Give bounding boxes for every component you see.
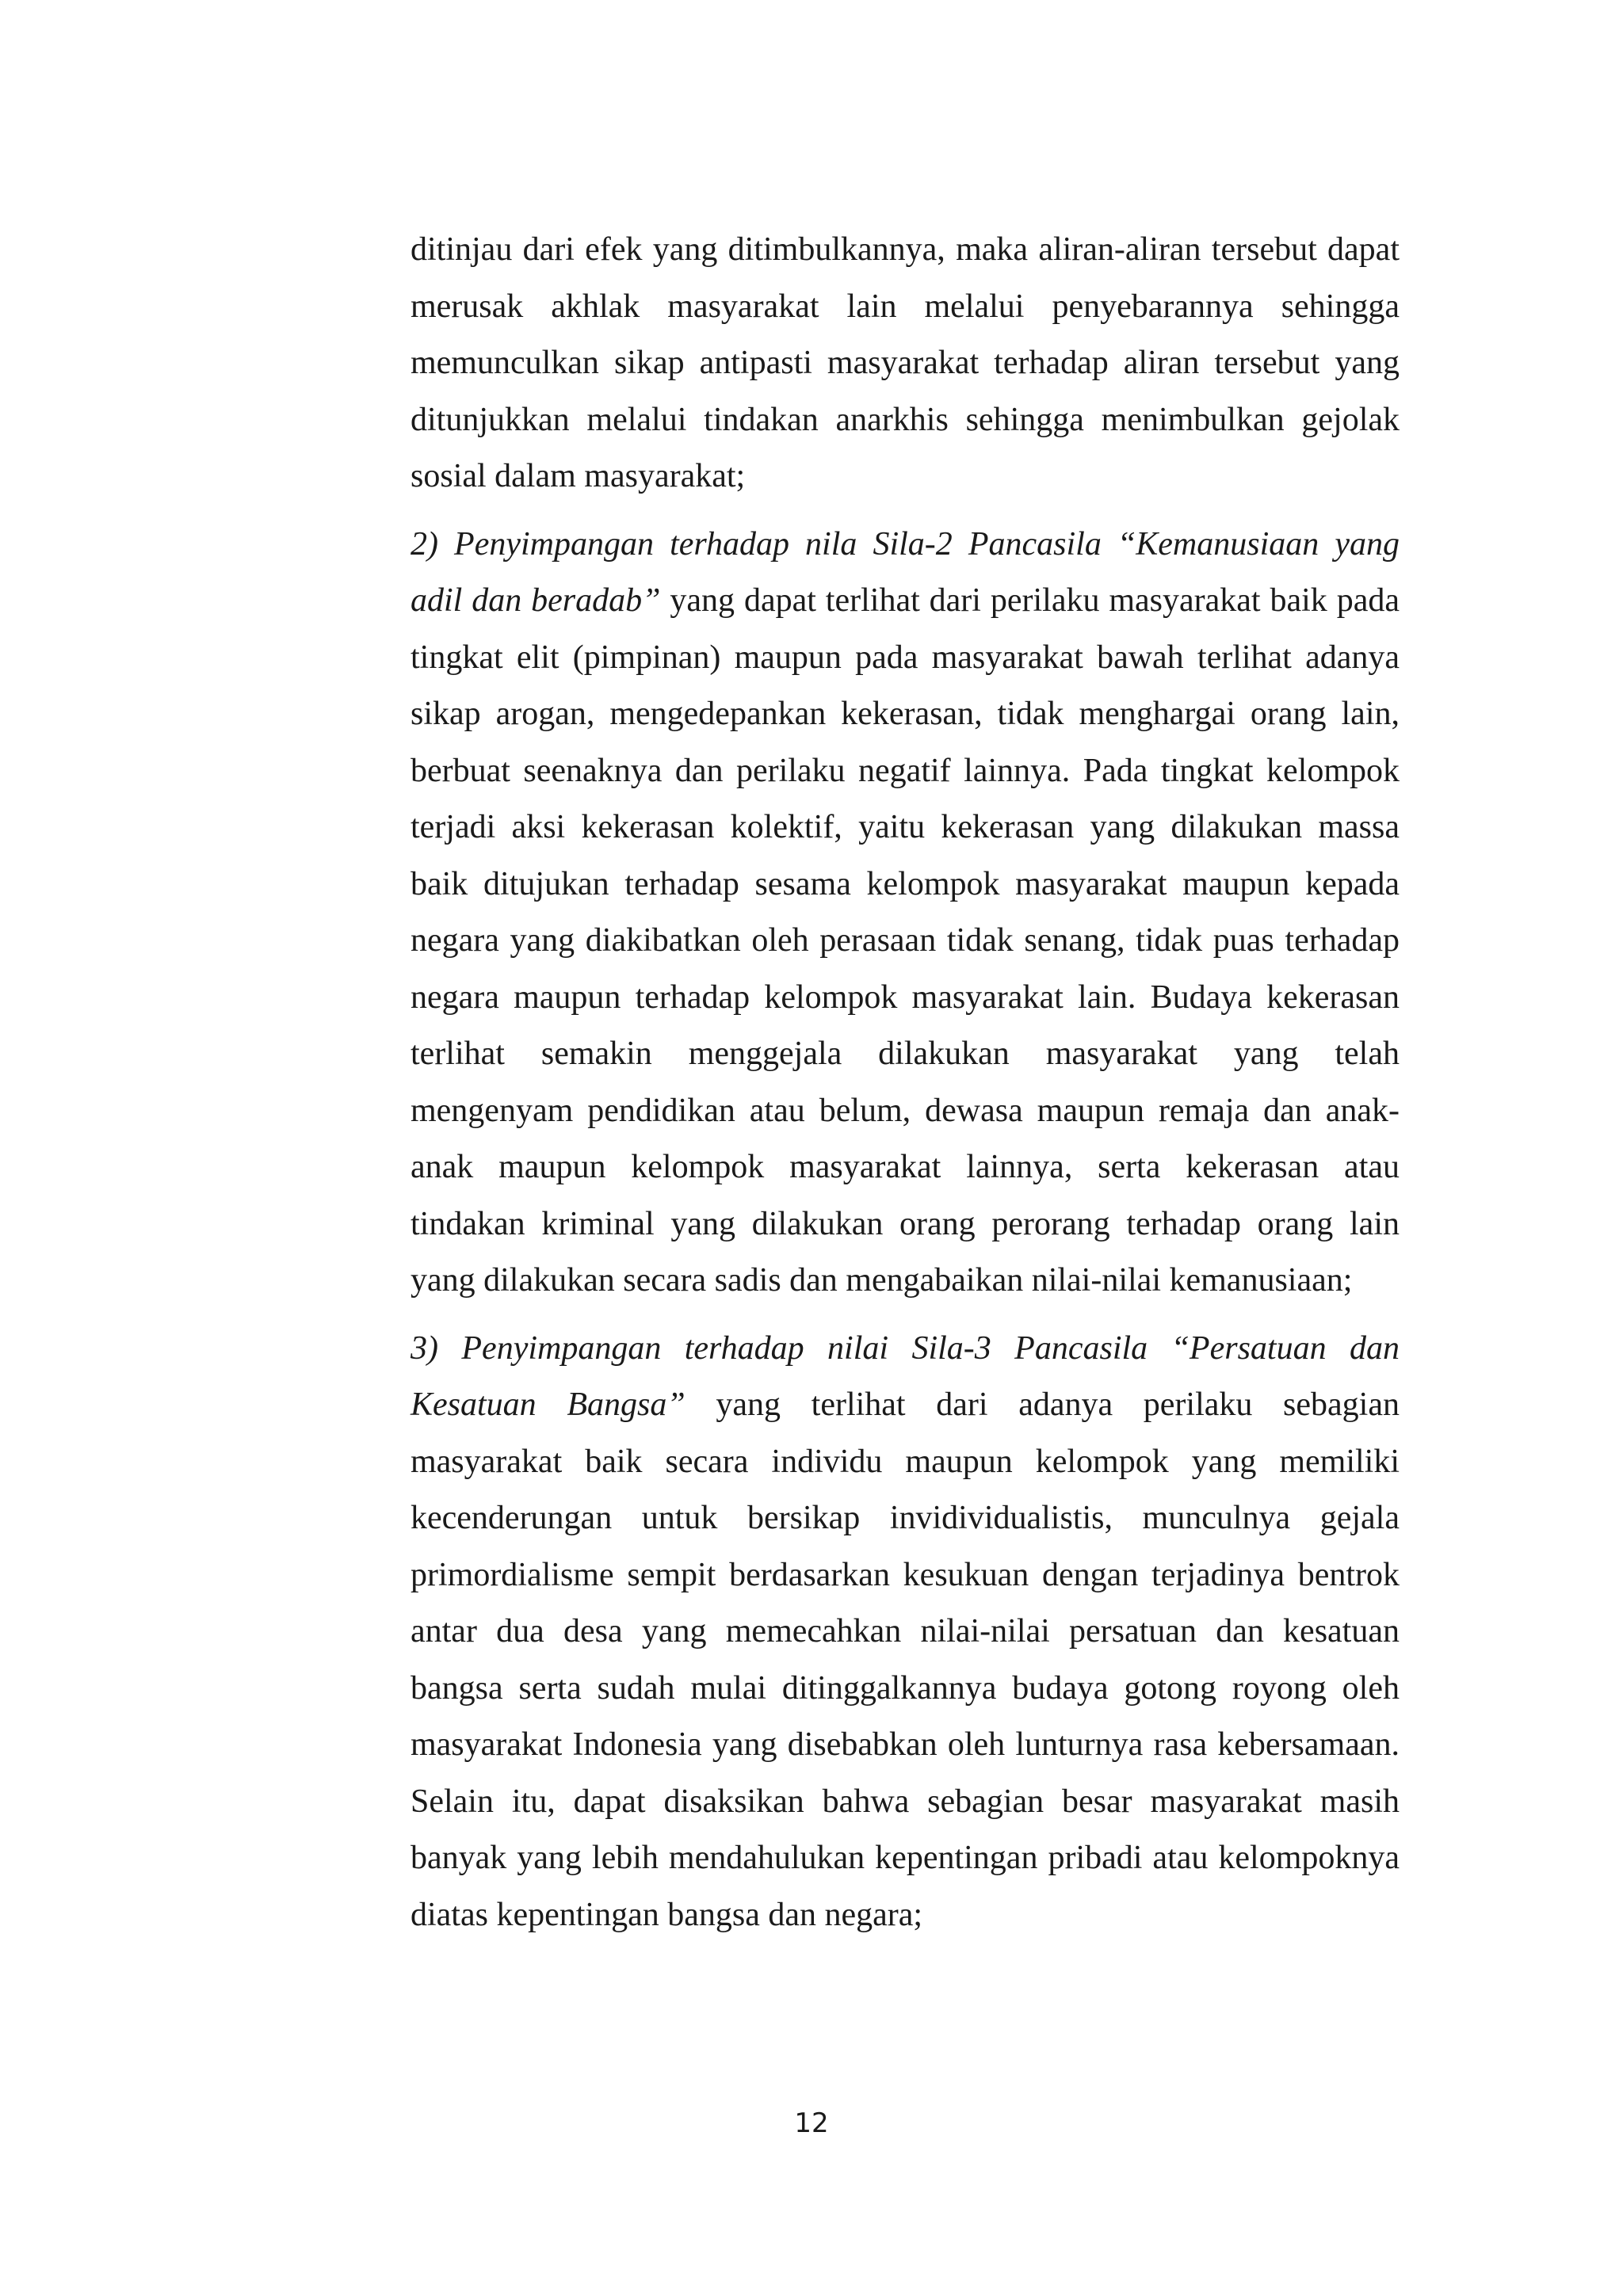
body-text — [411, 222, 1400, 1943]
paragraph-text: yang terlihat dari adanya perilaku sebagian masyarakat baik secara individu maupun kelompok yang memiliki kecenderungan untuk bersikap invidividualistis, munculnya gejala primordialisme sempit berdasarkan kesukuan dengan terjadinya bentrok antar dua desa yang memecahkan nilai-nilai persatuan dan kesatuan bangsa serta sudah mulai ditinggalkannya budaya gotong royong oleh masyarakat Indonesia yang disebabkan oleh lunturnya rasa kebersamaan. Selain itu, dapat disaksikan bahwa sebagian besar masyarakat masih banyak yang lebih mendahulukan kepentingan pribadi atau kelompoknya diatas kepentingan bangsa dan negara; — [411, 1386, 1400, 1933]
paragraph-sila-2 — [411, 517, 1400, 1310]
paragraph-sila-3 — [411, 1321, 1400, 1944]
paragraph-text: yang dapat terlihat dari perilaku masyarakat baik pada tingkat elit (pimpinan) maupun pada masyarakat bawah terlihat adanya sikap arogan, mengedepankan kekerasan, tidak menghargai orang lain, berbuat seenaknya dan perilaku negatif lainnya. Pada tingkat kelompok terjadi aksi kekerasan kolektif, yaitu kekerasan yang dilakukan massa baik ditujukan terhadap sesama kelompok masyarakat maupun kepada negara yang diakibatkan oleh perasaan tidak senang, tidak puas terhadap negara maupun terhadap kelompok masyarakat lain. Budaya kekerasan terlihat semakin menggejala dilakukan masyarakat yang telah mengenyam pendidikan atau belum, dewasa maupun remaja dan anak-anak maupun kelompok masyarakat lainnya, serta kekerasan atau tindakan kriminal yang dilakukan orang perorang terhadap orang lain yang dilakukan secara sadis dan mengabaikan nilai-nilai kemanusiaan; — [411, 582, 1400, 1299]
paragraph-heading: 3) Penyimpangan terhadap nilai Sila-3 Pancasila “Persatuan dan Kesatuan Bangsa” — [411, 1329, 1400, 1423]
paragraph-continuation — [411, 222, 1400, 505]
paragraph-text: ditinjau dari efek yang ditimbulkannya, maka aliran-aliran tersebut dapat merusak akhlak masyarakat lain melalui penyebarannya sehingga memunculkan sikap antipasti masyarakat terhadap aliran tersebut yang ditunjukkan melalui tindakan anarkhis sehingga menimbulkan gejolak sosial dalam masyarakat; — [411, 231, 1400, 494]
page-number: 12 — [794, 2107, 829, 2139]
paragraph-heading: 2) Penyimpangan terhadap nila Sila-2 Pancasila “Kemanusiaan yang adil dan beradab” — [411, 525, 1400, 619]
